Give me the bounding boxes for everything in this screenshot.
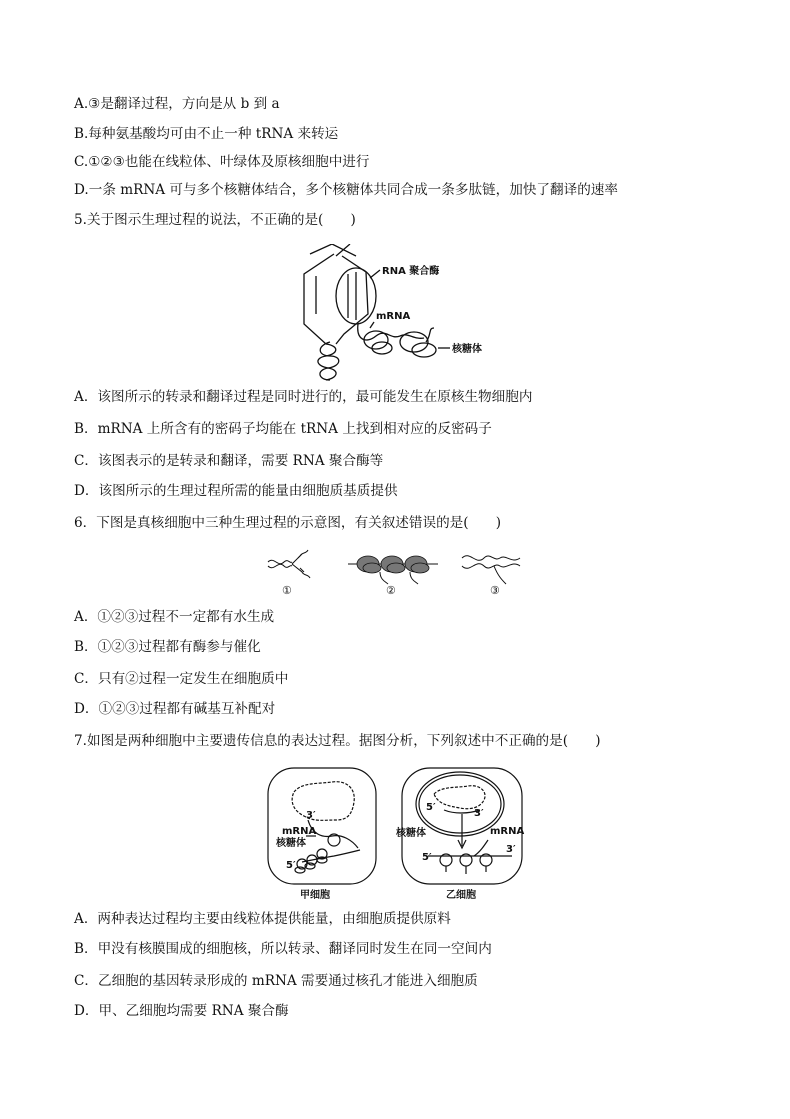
q6-option-d: D．①②③过程都有碱基互补配对 bbox=[74, 701, 276, 717]
q5-option-b: B．mRNA 上所含有的密码子均能在 tRNA 上找到相对应的反密码子 bbox=[74, 421, 492, 437]
q7-label-cell-b: 乙细胞 bbox=[446, 890, 476, 901]
q7-label-a-3prime: 3′ bbox=[306, 810, 316, 821]
q7-label-b-3prime: 3′ bbox=[506, 844, 516, 855]
cell-b-dna bbox=[434, 786, 485, 809]
q7-stem: 7.如图是两种细胞中主要遗传信息的表达过程。据图分析，下列叙述中不正确的是( ) bbox=[74, 733, 601, 749]
q7-label-b-3prime-top: 3′ bbox=[474, 808, 484, 819]
process-3-transcription bbox=[462, 556, 520, 584]
q6-three-processes-figure bbox=[262, 544, 532, 598]
q7-option-b: B．甲没有核膜围成的细胞核，所以转录、翻译同时发生在同一空间内 bbox=[74, 941, 492, 957]
q5-label-mrna: mRNA bbox=[376, 311, 411, 322]
q5-label-ribosome: 核糖体 bbox=[452, 344, 482, 355]
cell-a-dna-loop bbox=[292, 782, 354, 821]
dna-bubble-left bbox=[304, 254, 334, 344]
q5-stem: 5.关于图示生理过程的说法，不正确的是( ) bbox=[74, 212, 356, 228]
q5-option-d: D．该图所示的生理过程所需的能量由细胞质基质提供 bbox=[74, 483, 398, 499]
q6-label-1: ① bbox=[282, 584, 292, 597]
q7-label-a-5prime: 5′ bbox=[286, 860, 296, 871]
q6-label-3: ③ bbox=[490, 584, 500, 597]
q7-label-b-5prime-top: 5′ bbox=[426, 802, 436, 813]
ribosome-2 bbox=[400, 332, 428, 352]
q6-option-b: B．①②③过程都有酶参与催化 bbox=[74, 639, 261, 655]
q6-option-a: A．①②③过程不一定都有水生成 bbox=[74, 609, 275, 625]
q4-option-d: D.一条 mRNA 可与多个核糖体结合，多个核糖体共同合成一条多肽链，加快了翻译的速率 bbox=[74, 182, 618, 198]
q7-label-a-mrna: mRNA bbox=[282, 826, 317, 837]
q7-option-d: D．甲、乙细胞均需要 RNA 聚合酶 bbox=[74, 1003, 289, 1019]
q6-option-c: C．只有②过程一定发生在细胞质中 bbox=[74, 671, 289, 687]
q4-option-c: C.①②③也能在线粒体、叶绿体及原核细胞中进行 bbox=[74, 154, 370, 170]
q7-label-b-mrna: mRNA bbox=[490, 826, 525, 837]
q5-transcription-translation-figure bbox=[296, 244, 496, 384]
q7-label-a-ribosome: 核糖体 bbox=[276, 838, 306, 849]
q6-label-2: ② bbox=[386, 584, 396, 597]
q7-option-c: C．乙细胞的基因转录形成的 mRNA 需要通过核孔才能进入细胞质 bbox=[74, 973, 478, 989]
q5-option-a: A．该图所示的转录和翻译过程是同时进行的，最可能发生在原核生物细胞内 bbox=[74, 389, 533, 405]
q5-option-c: C．该图表示的是转录和翻译，需要 RNA 聚合酶等 bbox=[74, 453, 384, 469]
q4-option-a: A.③是翻译过程，方向是从 b 到 a bbox=[74, 96, 280, 112]
process-1-replication bbox=[268, 550, 310, 578]
q7-label-b-5prime: 5′ bbox=[422, 852, 432, 863]
q7-option-a: A．两种表达过程均主要由线粒体提供能量，由细胞质提供原料 bbox=[74, 911, 451, 927]
q7-label-b-ribosome: 核糖体 bbox=[396, 828, 426, 839]
q4-option-b: B.每种氨基酸均可由不止一种 tRNA 来转运 bbox=[74, 126, 339, 142]
q7-two-cells-figure bbox=[262, 764, 542, 904]
q7-label-cell-a: 甲细胞 bbox=[300, 890, 330, 901]
q6-stem: 6．下图是真核细胞中三种生理过程的示意图，有关叙述错误的是( ) bbox=[74, 515, 502, 531]
q5-label-rna-polymerase: RNA 聚合酶 bbox=[382, 266, 440, 277]
